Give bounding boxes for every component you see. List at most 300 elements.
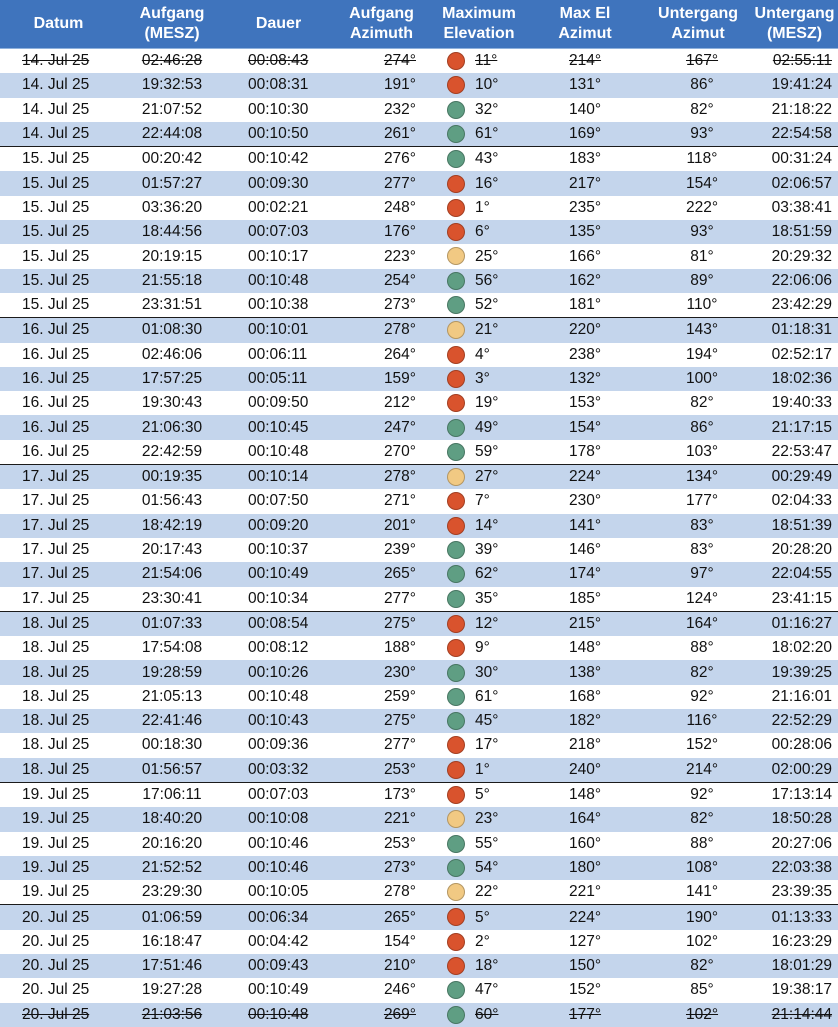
rise-time-value: 17:57:25 <box>141 370 203 387</box>
rise-azimuth-value: 188° <box>383 639 416 657</box>
rise-azimuth-cell <box>330 220 433 244</box>
set-azimuth-value: 88° <box>690 834 714 852</box>
max-elevation-value: 54° <box>475 858 499 876</box>
rise-azimuth-value: 275° <box>383 712 416 730</box>
set-time-cell <box>751 978 838 1002</box>
set-time-cell <box>751 880 838 905</box>
duration-cell <box>227 98 330 122</box>
set-time-cell <box>751 636 838 660</box>
date-cell <box>0 367 117 391</box>
date-cell <box>0 733 117 757</box>
set-time-value: 20:27:06 <box>771 834 833 852</box>
set-time-cell <box>751 391 838 415</box>
duration-cell <box>227 1003 330 1027</box>
set-time-cell <box>751 293 838 318</box>
date-cell <box>0 465 117 490</box>
elevation-indicator-cell <box>433 244 465 268</box>
elevation-indicator-cell <box>433 856 465 880</box>
date-value: 20. Jul 25 <box>22 932 90 950</box>
set-azimuth-value: 110° <box>686 296 718 314</box>
set-azimuth-value: 92° <box>690 786 714 804</box>
elevation-indicator-cell <box>433 709 465 733</box>
rise-time-cell <box>117 685 227 709</box>
max-elevation-cell <box>465 587 525 612</box>
set-azimuth-value: 102° <box>685 932 719 950</box>
date-cell <box>0 147 117 172</box>
table-row <box>0 685 838 709</box>
table-row <box>0 954 838 978</box>
date-value: 18. Jul 25 <box>22 760 90 778</box>
rise-time-value: 20:19:15 <box>141 247 203 265</box>
max-el-azimuth-value: 183° <box>568 150 602 168</box>
set-azimuth-cell <box>645 856 751 880</box>
duration-cell <box>227 440 330 465</box>
rise-azimuth-cell <box>330 954 433 978</box>
set-azimuth-value: 154° <box>685 174 719 192</box>
duration-value: 00:10:05 <box>248 883 309 901</box>
max-elevation-value: 45° <box>475 712 499 730</box>
elevation-quality-dot-icon <box>447 933 465 951</box>
duration-cell <box>227 758 330 783</box>
rise-azimuth-cell <box>330 465 433 490</box>
max-el-azimuth-value: 235° <box>568 198 602 216</box>
rise-time-cell <box>117 782 227 807</box>
max-elevation-value: 56° <box>475 271 499 289</box>
table-row <box>0 171 838 195</box>
elevation-quality-dot-icon <box>447 761 465 779</box>
elevation-indicator-cell <box>433 733 465 757</box>
table-row <box>0 1003 838 1027</box>
date-value: 14. Jul 25 <box>22 100 90 118</box>
elevation-quality-dot-icon <box>447 688 465 706</box>
elevation-indicator-cell <box>433 538 465 562</box>
elevation-quality-dot-icon <box>447 957 465 975</box>
rise-azimuth-value: 247° <box>383 418 416 436</box>
date-cell <box>0 73 117 97</box>
rise-azimuth-cell <box>330 538 433 562</box>
rise-azimuth-cell <box>330 587 433 612</box>
rise-time-value: 18:44:56 <box>141 223 203 241</box>
elevation-indicator-cell <box>433 73 465 97</box>
date-value: 16. Jul 25 <box>22 418 90 436</box>
set-time-cell <box>751 832 838 856</box>
max-el-azimuth-cell <box>525 954 645 978</box>
max-elevation-cell <box>465 782 525 807</box>
duration-cell <box>227 220 330 244</box>
duration-value: 00:10:49 <box>248 565 309 583</box>
max-elevation-value: 9° <box>475 639 490 657</box>
rise-azimuth-value: 278° <box>383 468 416 486</box>
rise-azimuth-value: 269° <box>383 1005 416 1023</box>
rise-azimuth-value: 270° <box>383 442 416 460</box>
set-azimuth-value: 86° <box>690 418 714 436</box>
rise-time-cell <box>117 562 227 586</box>
elevation-quality-dot-icon <box>447 370 465 388</box>
max-elevation-cell <box>465 954 525 978</box>
rise-azimuth-value: 277° <box>383 589 416 607</box>
max-elevation-value: 2° <box>475 932 490 950</box>
elevation-quality-dot-icon <box>447 736 465 754</box>
rise-azimuth-cell <box>330 758 433 783</box>
table-row <box>0 244 838 268</box>
elevation-indicator-cell <box>433 930 465 954</box>
rise-azimuth-cell <box>330 489 433 513</box>
max-elevation-value: 16° <box>475 174 499 192</box>
max-el-azimuth-cell <box>525 880 645 905</box>
duration-value: 00:08:31 <box>248 76 309 94</box>
set-time-cell <box>751 733 838 757</box>
rise-time-value: 21:05:13 <box>141 687 203 705</box>
max-elevation-value: 1° <box>475 760 490 778</box>
table-row <box>0 391 838 415</box>
date-cell <box>0 244 117 268</box>
date-cell <box>0 514 117 538</box>
set-time-value: 02:55:11 <box>772 52 833 70</box>
table-header <box>0 0 838 49</box>
date-cell <box>0 832 117 856</box>
rise-time-value: 01:06:59 <box>141 908 203 926</box>
date-cell <box>0 122 117 147</box>
max-elevation-cell <box>465 856 525 880</box>
rise-azimuth-value: 232° <box>383 100 416 118</box>
date-value: 19. Jul 25 <box>22 858 90 876</box>
max-elevation-value: 3° <box>475 370 490 387</box>
rise-azimuth-value: 212° <box>383 394 416 412</box>
set-azimuth-cell <box>645 73 751 97</box>
max-el-azimuth-value: 150° <box>568 957 602 975</box>
set-azimuth-value: 82° <box>690 663 714 681</box>
date-value: 19. Jul 25 <box>22 786 90 804</box>
set-time-cell <box>751 440 838 465</box>
set-azimuth-cell <box>645 244 751 268</box>
elevation-quality-dot-icon <box>447 175 465 193</box>
set-time-value: 21:14:44 <box>771 1005 833 1023</box>
set-azimuth-value: 134° <box>685 468 719 486</box>
set-time-value: 01:13:33 <box>771 908 833 926</box>
set-azimuth-cell <box>645 832 751 856</box>
rise-time-cell <box>117 514 227 538</box>
duration-cell <box>227 587 330 612</box>
elevation-quality-dot-icon <box>447 859 465 877</box>
rise-time-value: 18:40:20 <box>141 810 203 828</box>
rise-azimuth-cell <box>330 978 433 1002</box>
elevation-quality-dot-icon <box>447 296 465 314</box>
rise-azimuth-value: 201° <box>383 516 416 534</box>
max-el-azimuth-value: 220° <box>568 321 602 339</box>
rise-azimuth-value: 176° <box>383 223 416 241</box>
elevation-quality-dot-icon <box>447 565 465 583</box>
duration-value: 00:10:48 <box>248 442 309 460</box>
rise-azimuth-value: 271° <box>383 492 416 510</box>
duration-value: 00:10:34 <box>248 589 309 607</box>
elevation-quality-dot-icon <box>447 664 465 682</box>
date-value: 18. Jul 25 <box>22 663 90 681</box>
rise-time-value: 22:42:59 <box>141 442 203 460</box>
rise-azimuth-cell <box>330 807 433 831</box>
rise-time-value: 21:07:52 <box>141 100 203 118</box>
duration-value: 00:10:42 <box>248 150 309 168</box>
set-time-value: 22:54:58 <box>771 125 833 143</box>
max-el-azimuth-cell <box>525 611 645 636</box>
table-body <box>0 49 838 1027</box>
duration-cell <box>227 73 330 97</box>
max-elevation-value: 43° <box>475 150 499 168</box>
duration-value: 00:10:43 <box>248 712 309 730</box>
max-el-azimuth-cell <box>525 685 645 709</box>
rise-azimuth-cell <box>330 832 433 856</box>
duration-cell <box>227 930 330 954</box>
max-elevation-cell <box>465 147 525 172</box>
rise-azimuth-value: 210° <box>383 957 416 975</box>
set-time-value: 18:02:36 <box>771 370 833 387</box>
rise-azimuth-cell <box>330 244 433 268</box>
set-azimuth-cell <box>645 930 751 954</box>
duration-value: 00:07:03 <box>248 786 309 804</box>
date-value: 15. Jul 25 <box>22 271 90 289</box>
max-el-azimuth-value: 238° <box>568 345 602 363</box>
duration-cell <box>227 171 330 195</box>
max-el-azimuth-cell <box>525 465 645 490</box>
date-cell <box>0 685 117 709</box>
duration-cell <box>227 318 330 343</box>
set-time-cell <box>751 318 838 343</box>
date-cell <box>0 49 117 74</box>
table-row <box>0 49 838 74</box>
set-azimuth-value: 86° <box>690 76 714 94</box>
rise-azimuth-cell <box>330 905 433 930</box>
rise-azimuth-cell <box>330 733 433 757</box>
rise-time-value: 03:36:20 <box>141 198 203 216</box>
set-time-cell <box>751 465 838 490</box>
max-el-azimuth-value: 214° <box>568 52 602 70</box>
rise-azimuth-cell <box>330 415 433 439</box>
date-value: 20. Jul 25 <box>22 1005 90 1023</box>
set-azimuth-value: 83° <box>690 541 714 559</box>
rise-azimuth-cell <box>330 709 433 733</box>
max-el-azimuth-cell <box>525 220 645 244</box>
rise-time-value: 19:28:59 <box>141 663 203 681</box>
max-el-azimuth-cell <box>525 147 645 172</box>
max-el-azimuth-cell <box>525 244 645 268</box>
rise-azimuth-cell <box>330 147 433 172</box>
set-azimuth-cell <box>645 611 751 636</box>
set-time-cell <box>751 562 838 586</box>
set-azimuth-value: 82° <box>690 100 714 118</box>
set-time-cell <box>751 587 838 612</box>
elevation-quality-dot-icon <box>447 835 465 853</box>
set-azimuth-cell <box>645 220 751 244</box>
rise-time-cell <box>117 1003 227 1027</box>
max-el-azimuth-value: 153° <box>568 394 602 412</box>
duration-cell <box>227 538 330 562</box>
set-time-cell <box>751 98 838 122</box>
elevation-indicator-cell <box>433 954 465 978</box>
set-azimuth-cell <box>645 685 751 709</box>
max-el-azimuth-value: 230° <box>568 492 602 510</box>
max-el-azimuth-cell <box>525 171 645 195</box>
elevation-quality-dot-icon <box>447 223 465 241</box>
max-elevation-value: 23° <box>475 810 499 828</box>
set-time-value: 21:17:15 <box>771 418 833 436</box>
set-time-cell <box>751 807 838 831</box>
set-azimuth-cell <box>645 415 751 439</box>
date-cell <box>0 489 117 513</box>
set-azimuth-value: 89° <box>690 271 714 289</box>
elevation-quality-dot-icon <box>447 394 465 412</box>
set-time-cell <box>751 782 838 807</box>
max-el-azimuth-cell <box>525 832 645 856</box>
set-azimuth-value: 214° <box>685 760 719 778</box>
set-time-value: 02:00:29 <box>771 760 833 778</box>
rise-azimuth-cell <box>330 49 433 74</box>
duration-cell <box>227 733 330 757</box>
table-row <box>0 709 838 733</box>
max-el-azimuth-value: 154° <box>568 418 602 436</box>
elevation-quality-dot-icon <box>447 492 465 510</box>
rise-time-value: 22:44:08 <box>141 125 203 143</box>
max-el-azimuth-cell <box>525 978 645 1002</box>
rise-time-value: 00:20:42 <box>141 150 203 168</box>
set-azimuth-cell <box>645 98 751 122</box>
rise-azimuth-cell <box>330 930 433 954</box>
max-el-azimuth-value: 221° <box>568 883 602 901</box>
rise-time-cell <box>117 660 227 684</box>
max-el-azimuth-value: 138° <box>568 663 602 681</box>
date-cell <box>0 318 117 343</box>
elevation-quality-dot-icon <box>447 101 465 119</box>
set-time-cell <box>751 1003 838 1027</box>
rise-time-value: 00:18:30 <box>141 736 203 754</box>
set-azimuth-value: 118° <box>686 150 718 168</box>
set-azimuth-value: 88° <box>690 639 714 657</box>
set-time-cell <box>751 196 838 220</box>
rise-time-value: 21:55:18 <box>141 271 203 289</box>
rise-azimuth-cell <box>330 685 433 709</box>
max-el-azimuth-cell <box>525 930 645 954</box>
rise-time-value: 01:57:27 <box>141 174 203 192</box>
date-cell <box>0 709 117 733</box>
rise-time-cell <box>117 954 227 978</box>
max-el-azimuth-value: 140° <box>568 100 602 118</box>
set-time-value: 22:53:47 <box>771 442 833 460</box>
max-el-azimuth-value: 181° <box>568 296 602 314</box>
set-time-value: 21:16:01 <box>771 687 833 705</box>
rise-time-value: 19:30:43 <box>141 394 203 412</box>
set-azimuth-cell <box>645 171 751 195</box>
duration-cell <box>227 196 330 220</box>
duration-cell <box>227 122 330 147</box>
date-value: 15. Jul 25 <box>22 296 90 314</box>
date-cell <box>0 782 117 807</box>
rise-azimuth-cell <box>330 782 433 807</box>
table-row <box>0 147 838 172</box>
table-row <box>0 220 838 244</box>
elevation-quality-dot-icon <box>447 615 465 633</box>
elevation-quality-dot-icon <box>447 199 465 217</box>
set-time-cell <box>751 171 838 195</box>
header-untergang-mesz: Untergang (MESZ) <box>751 0 838 49</box>
duration-cell <box>227 905 330 930</box>
rise-time-cell <box>117 196 227 220</box>
elevation-quality-dot-icon <box>447 712 465 730</box>
max-el-azimuth-cell <box>525 98 645 122</box>
max-elevation-value: 60° <box>475 1005 499 1023</box>
elevation-quality-dot-icon <box>447 883 465 901</box>
elevation-indicator-cell <box>433 978 465 1002</box>
rise-time-cell <box>117 832 227 856</box>
max-el-azimuth-cell <box>525 660 645 684</box>
date-value: 20. Jul 25 <box>22 981 90 999</box>
max-el-azimuth-cell <box>525 73 645 97</box>
duration-value: 00:10:01 <box>248 321 309 339</box>
max-elevation-value: 52° <box>475 296 499 314</box>
rise-azimuth-value: 278° <box>383 321 416 339</box>
rise-time-value: 23:29:30 <box>141 883 203 901</box>
rise-azimuth-cell <box>330 196 433 220</box>
max-elevation-value: 17° <box>475 736 499 754</box>
max-elevation-value: 47° <box>475 981 499 999</box>
max-el-azimuth-cell <box>525 196 645 220</box>
max-el-azimuth-cell <box>525 49 645 74</box>
rise-azimuth-value: 274° <box>383 52 416 70</box>
rise-time-cell <box>117 415 227 439</box>
rise-time-cell <box>117 587 227 612</box>
elevation-indicator-cell <box>433 391 465 415</box>
rise-azimuth-value: 230° <box>383 663 416 681</box>
rise-azimuth-value: 191° <box>383 76 416 94</box>
date-value: 17. Jul 25 <box>22 492 90 510</box>
rise-azimuth-value: 248° <box>383 198 416 216</box>
rise-time-cell <box>117 122 227 147</box>
date-cell <box>0 98 117 122</box>
set-azimuth-cell <box>645 465 751 490</box>
max-elevation-value: 12° <box>475 614 499 632</box>
max-elevation-cell <box>465 905 525 930</box>
date-cell <box>0 171 117 195</box>
rise-time-cell <box>117 49 227 74</box>
elevation-indicator-cell <box>433 171 465 195</box>
table-row <box>0 611 838 636</box>
max-el-azimuth-cell <box>525 856 645 880</box>
set-azimuth-value: 93° <box>690 125 714 143</box>
duration-cell <box>227 709 330 733</box>
rise-time-cell <box>117 73 227 97</box>
date-cell <box>0 293 117 318</box>
table-row <box>0 782 838 807</box>
set-azimuth-cell <box>645 49 751 74</box>
set-azimuth-value: 222° <box>685 198 719 216</box>
duration-cell <box>227 465 330 490</box>
duration-value: 00:10:08 <box>248 810 309 828</box>
set-azimuth-value: 152° <box>685 736 719 754</box>
max-el-azimuth-value: 131° <box>568 76 602 94</box>
set-azimuth-value: 92° <box>690 687 714 705</box>
max-el-azimuth-cell <box>525 318 645 343</box>
max-elevation-value: 7° <box>475 492 490 510</box>
set-time-value: 00:28:06 <box>771 736 833 754</box>
rise-azimuth-value: 223° <box>383 247 416 265</box>
set-time-value: 17:13:14 <box>771 786 833 804</box>
max-el-azimuth-cell <box>525 514 645 538</box>
max-el-azimuth-value: 132° <box>568 370 602 387</box>
set-time-value: 18:51:39 <box>771 516 833 534</box>
max-elevation-cell <box>465 685 525 709</box>
max-elevation-cell <box>465 709 525 733</box>
max-elevation-cell <box>465 391 525 415</box>
set-time-value: 02:06:57 <box>771 174 833 192</box>
date-value: 15. Jul 25 <box>22 223 90 241</box>
max-el-azimuth-cell <box>525 905 645 930</box>
